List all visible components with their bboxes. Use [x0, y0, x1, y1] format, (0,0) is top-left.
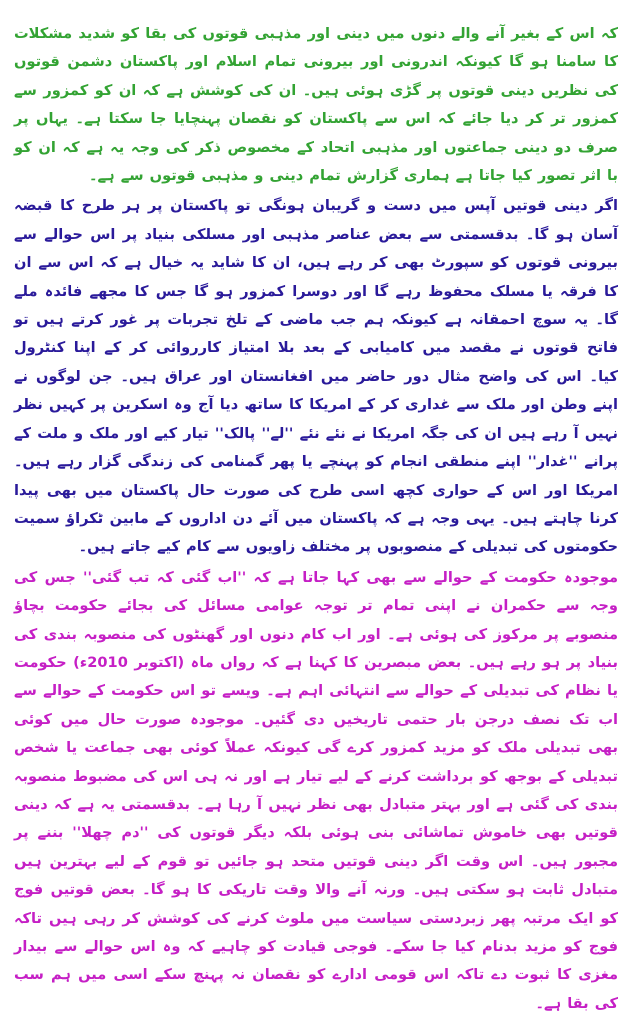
paragraph-current-government: موجودہ حکومت کے حوالے سے بھی کہا جاتا ہے کہ ''اب گئی کہ تب گئی'' جس کی وجہ سے حکمران نے اپنی تمام تر توجہ عوامی مسائل کی بجائے حکومت بچاؤ منصوبے پر مرکوز کی ہوئی ہے۔ اور اب کام دنوں اور گھنٹوں کی منصوبہ بندی کی بنیاد پر ہو رہے ہیں۔ بعض مبصرین کا کہنا ہے کہ رواں ماہ (اکتوبر 2010ء) حکومت یا نظام کی تبدیلی کے حوالے سے انتہائی اہم ہے۔ ویسے تو اس حکومت کے حوالے سے اب تک نصف درجن بار حتمی تاریخیں دی گئیں۔ موجودہ صورت حال میں کوئی بھی تبدیلی ملک کو مزید کمزور کرے گی کیونکہ عملاً کوئی بھی جماعت یا شخص تبدیلی کے بوجھ کو برداشت کرنے کے لیے تیار ہے اور نہ ہی اس کی مضبوط منصوبہ بندی کی گئی ہے اور بہتر متبادل بھی نظر نہیں آ رہا ہے۔ بدقسمتی یہ ہے کہ دینی قوتیں بھی خاموش تماشائی بنی ہوئی بلکہ دیگر قوتوں کی ''دم چھلا'' بننے پر مجبور ہیں۔ اس وقت اگر دینی قوتیں متحد ہو جائیں تو قوم کے لیے بہترین ہیں متبادل ثابت ہو سکتی ہیں۔ ورنہ آنے والا وقت تاریکی کا ہو گا۔ بعض قوتیں فوج کو ایک مرتبہ پھر زبردستی سیاست میں ملوث کرنے کی کوشش کر رہی ہیں تاکہ فوج کو مزید بدنام کیا جا سکے۔ فوجی قیادت کو چاہیے کہ وہ اس حوالے سے بیدار مغزی کا ثبوت دے تاکہ اس قومی ادارے کو نقصان نہ پہنچ سکے اسی میں ہم سب کی بقا ہے۔: [14, 568, 618, 1012]
paragraph-internal-conflict: اگر دینی قوتیں آپس میں دست و گریبان ہونگی تو پاکستان پر ہر طرح کا قبضہ آسان ہو گا۔ بدقسمتی سے بعض عناصر مذہبی اور مسلکی بنیاد پر اس حوالے سے بیرونی قوتوں کو سپورٹ بھی کر رہے ہیں، ان کا شاید یہ خیال ہے کہ اس سے ان کا فرقہ یا مسلک محفوظ رہے گا اور دوسرا کمزور ہو گا جس کا مجھے فائدہ ملے گا۔ یہ سوچ احمقانہ ہے کیونکہ ہم جب ماضی کے تلخ تجربات پر غور کرتے ہیں تو فاتح قوتوں نے مقصد میں کامیابی کے بعد بلا امتیاز کارروائی کر کے اپنا کنٹرول کیا۔ اس کی واضح مثال دور حاضر میں افغانستان اور عراق ہیں۔ جن لوگوں نے اپنے وطن اور ملک سے غداری کر کے امریکا کا ساتھ دیا آج وہ اسکرین پر کہیں نظر نہیں آ رہے ہیں ان کی جگہ امریکا نے نئے نئے ''لے'' پالک'' تیار کیے اور ملک و ملت کے پرانے ''غدار'' اپنے منطقی انجام کو پہنچے یا پھر گمنامی کی زندگی گزار رہے ہیں۔ امریکا اور اس کے حواری کچھ اسی طرح کی صورت حال پاکستان میں بھی پیدا کرنا چاہتے ہیں۔ یہی وجہ ہے کہ پاکستان میں آئے دن اداروں کے مابین ٹکراؤ سمیت حکومتوں کی تبدیلی کے منصوبوں پر مختلف زاویوں سے کام کیے جاتے ہیں۔: [14, 197, 618, 556]
article-body: [14, 20, 618, 1012]
paragraph-religious-forces-unity: کہ اس کے بغیر آنے والے دنوں میں دینی اور مذہبی قوتوں کی بقا کو شدید مشکلات کا سامنا ہو گا کیونکہ اندرونی اور بیرونی تمام اسلام اور پاکستان دشمن قوتوں کی نظریں دینی قوتوں پر گڑی ہوئی ہیں۔ ان کی کوشش ہے کہ ان کو کمزور سے کمزور تر کر دیا جائے کہ اس سے پاکستان کو نقصان پہنچایا جا سکتا ہے۔ یہاں پر صرف دو دینی جماعتوں اور مذہبی اتحاد کے مخصوص ذکر کی وجہ یہ ہے کہ ان کو با اثر تصور کیا جاتا ہے ہماری گزارش تمام دینی و مذہبی قوتوں سے ہے۔: [14, 25, 618, 185]
